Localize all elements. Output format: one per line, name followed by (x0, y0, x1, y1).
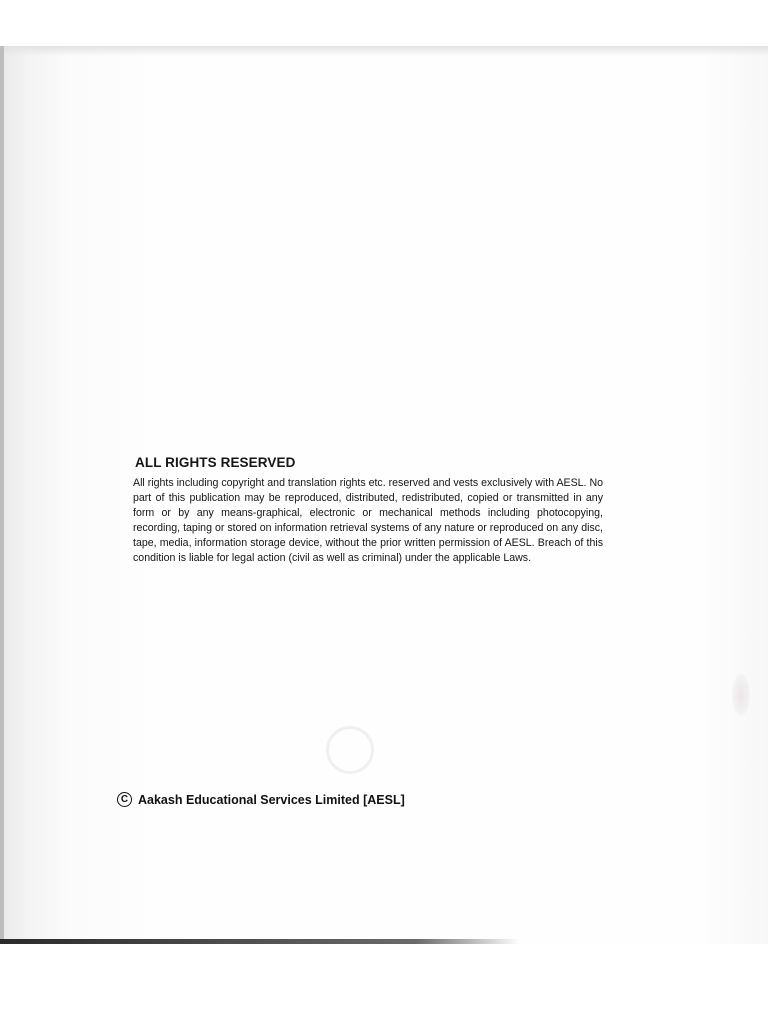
bleed-through-logo (326, 726, 374, 774)
rights-notice (133, 455, 603, 566)
rights-body: All rights including copyright and translation rights etc. reserved and vests exclusively with AESL. No part of this publication may be reproduced, distributed, redistributed, copied or transmitted in any form or by any means-graphical, electronic or mechanical methods including photocopying, recording, taping or stored on information retrieval systems of any nature or reproduced on any disc, tape, media, information storage device, without the prior written permission of AESL. Breach of this condition is liable for legal action (civil as well as criminal) under the applicable Laws. (133, 477, 603, 564)
copyright-line (117, 792, 405, 807)
paper-bottom-edge (0, 939, 520, 944)
bleed-through-subtitle (240, 206, 530, 238)
copyright-icon: C (117, 792, 132, 807)
page-smudge (732, 674, 750, 716)
paper-left-edge (0, 46, 4, 944)
rights-heading: ALL RIGHTS RESERVED (135, 455, 296, 470)
copyright-text: Aakash Educational Services Limited [AESL] (138, 792, 405, 807)
bleed-through-title (175, 258, 565, 343)
paper-top-edge (0, 46, 768, 56)
